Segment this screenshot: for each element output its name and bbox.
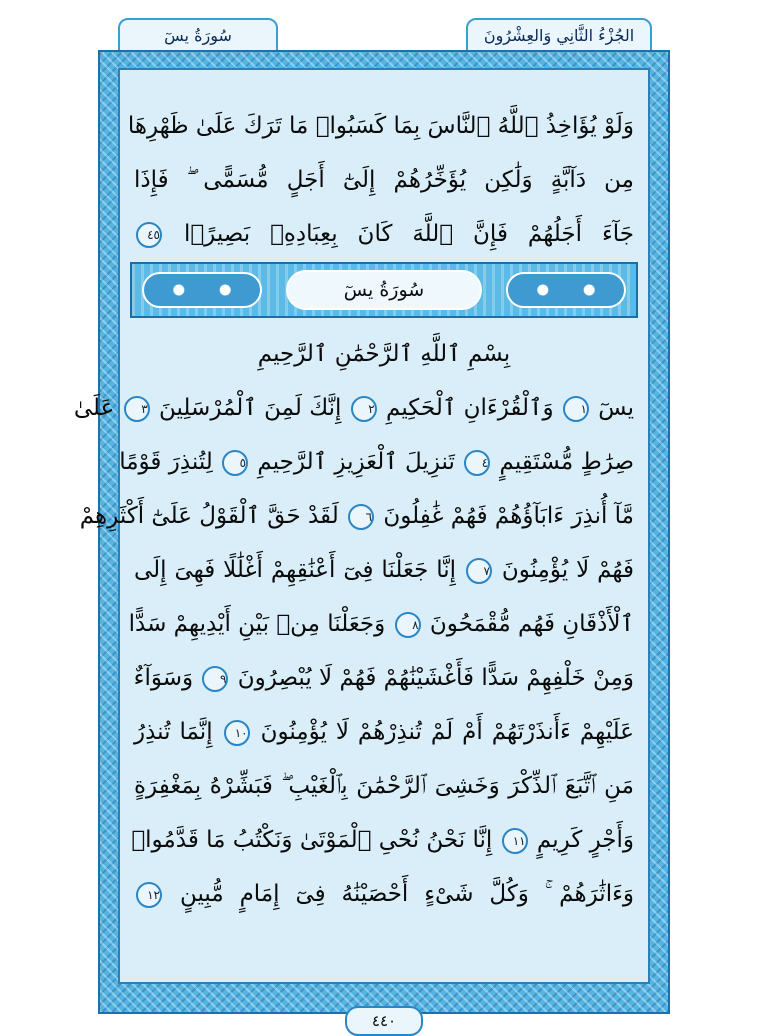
ayah-number-marker: ١ bbox=[563, 396, 589, 422]
verse-text: وَءَاثَٰرَهُمْ ۚ وَكُلَّ شَىْءٍ أَحْصَيْنَٰهُ فِىٓ إِمَامٍ مُّبِينٍ bbox=[179, 881, 635, 907]
verse-text: وَلَوْ يُؤَاخِذُ ٱللَّهُ ٱلنَّاسَ بِمَا كَسَبُوا۟ مَا تَرَكَ عَلَىٰ ظَهْرِهَا bbox=[127, 113, 634, 139]
quran-line-10 bbox=[134, 712, 634, 752]
ayah-number-marker: ٩ bbox=[202, 666, 228, 692]
verse-text: مَنِ ٱتَّبَعَ ٱلذِّكْرَ وَخَشِىَ ٱلرَّحْمَٰنَ بِٱلْغَيْبِ ۖ فَبَشِّرْهُ بِمَغْفِرَةٍ bbox=[134, 773, 634, 799]
verse-text: إِنَّا جَعَلْنَا فِىٓ أَعْنَٰقِهِمْ أَغْلَٰلًا فَهِىَ إِلَى bbox=[134, 557, 456, 583]
verse-text: وَٱلْقُرْءَانِ ٱلْحَكِيمِ bbox=[386, 395, 554, 421]
quran-line-9 bbox=[134, 658, 634, 698]
ayah-number-marker: ٦ bbox=[348, 504, 374, 530]
ayah-number-marker: ١٢ bbox=[136, 882, 162, 908]
ayah-number-marker: ٢ bbox=[351, 396, 377, 422]
verse-text: ٱلْأَذْقَانِ فَهُم مُّقْمَحُونَ bbox=[429, 611, 634, 637]
banner-ornament-right-icon bbox=[506, 272, 626, 308]
verse-text: لَقَدْ حَقَّ ٱلْقَوْلُ عَلَىٰٓ أَكْثَرِهِمْ bbox=[79, 503, 339, 529]
verse-text: وَسَوَآءٌ bbox=[133, 665, 194, 691]
ornamental-frame bbox=[73, 50, 670, 1030]
verse-text: عَلَيْهِمْ ءَأَنذَرْتَهُمْ أَمْ لَمْ تُنذِرْهُمْ لَا يُؤْمِنُونَ bbox=[260, 719, 635, 745]
verse-text: مِن دَآبَّةٍ وَلَٰكِن يُؤَخِّرُهُمْ إِلَىٰٓ أَجَلٍ مُّسَمًّى ۖ فَإِذَا bbox=[134, 167, 634, 193]
ayah-number-marker: ٤٥ bbox=[136, 222, 162, 248]
quran-line-2 bbox=[134, 160, 634, 200]
surah-title: سُورَةُ يسٓ bbox=[286, 270, 482, 310]
verse-text: وَجَعَلْنَا مِنۢ بَيْنِ أَيْدِيهِمْ سَدًّا bbox=[128, 611, 386, 637]
quran-line-13 bbox=[134, 874, 634, 914]
ayah-number-marker: ٥ bbox=[222, 450, 248, 476]
verse-text: لِتُنذِرَ قَوْمًا bbox=[119, 449, 213, 475]
quran-line-8 bbox=[128, 604, 634, 644]
verse-text: جَآءَ أَجَلُهُمْ فَإِنَّ ٱللَّهَ كَانَ بِعِبَادِهِۦ بَصِيرًۢا bbox=[183, 221, 635, 247]
quran-line-4 bbox=[73, 388, 634, 428]
verse-text: يسٓ bbox=[598, 395, 634, 421]
verse-text: عَلَىٰ bbox=[73, 395, 115, 421]
quran-line-12 bbox=[131, 820, 634, 860]
ayah-number-marker: ٧ bbox=[466, 558, 492, 584]
quran-line-7 bbox=[134, 550, 634, 590]
ayah-number-marker: ٣ bbox=[124, 396, 150, 422]
banner-ornament-left-icon bbox=[142, 272, 262, 308]
verse-text: إِنَّكَ لَمِنَ ٱلْمُرْسَلِينَ bbox=[158, 395, 342, 421]
verse-text: وَأَجْرٍ كَرِيمٍ bbox=[536, 827, 634, 853]
basmala bbox=[134, 334, 634, 374]
basmala-text: بِسْمِ ٱللَّهِ ٱلرَّحْمَٰنِ ٱلرَّحِيمِ bbox=[257, 341, 511, 367]
quran-line-5 bbox=[119, 442, 634, 482]
quran-line-1 bbox=[127, 106, 634, 146]
verse-text: مَّآ أُنذِرَ ءَابَآؤُهُمْ فَهُمْ غَٰفِلُونَ bbox=[383, 503, 634, 529]
text-area bbox=[73, 68, 650, 984]
ayah-number-marker: ١٠ bbox=[224, 720, 250, 746]
verse-text: فَهُمْ لَا يُؤْمِنُونَ bbox=[501, 557, 635, 583]
verse-text: إِنَّمَا تُنذِرُ bbox=[134, 719, 213, 745]
surah-banner bbox=[130, 262, 638, 318]
juz-name-header: الجُزْءُ الثَّانِي وَالعِشْرُونَ bbox=[466, 18, 652, 52]
page-number: ٤٤٠ bbox=[345, 1006, 423, 1036]
quran-line-6 bbox=[79, 496, 634, 536]
ayah-number-marker: ١١ bbox=[502, 828, 528, 854]
quran-line-3 bbox=[134, 214, 634, 254]
verse-text: صِرَٰطٍ مُّسْتَقِيمٍ bbox=[499, 449, 634, 475]
ayah-number-marker: ٤ bbox=[464, 450, 490, 476]
verse-text: تَنزِيلَ ٱلْعَزِيزِ ٱلرَّحِيمِ bbox=[257, 449, 455, 475]
verse-text: وَمِنْ خَلْفِهِمْ سَدًّا فَأَغْشَيْنَٰهُمْ فَهُمْ لَا يُبْصِرُونَ bbox=[237, 665, 634, 691]
verse-text: إِنَّا نَحْنُ نُحْىِ ٱلْمَوْتَىٰ وَنَكْتُبُ مَا قَدَّمُوا۟ bbox=[131, 827, 493, 853]
surah-name-header: سُورَةُ يسٓ bbox=[118, 18, 278, 52]
quran-line-11 bbox=[134, 766, 634, 806]
ayah-number-marker: ٨ bbox=[395, 612, 421, 638]
